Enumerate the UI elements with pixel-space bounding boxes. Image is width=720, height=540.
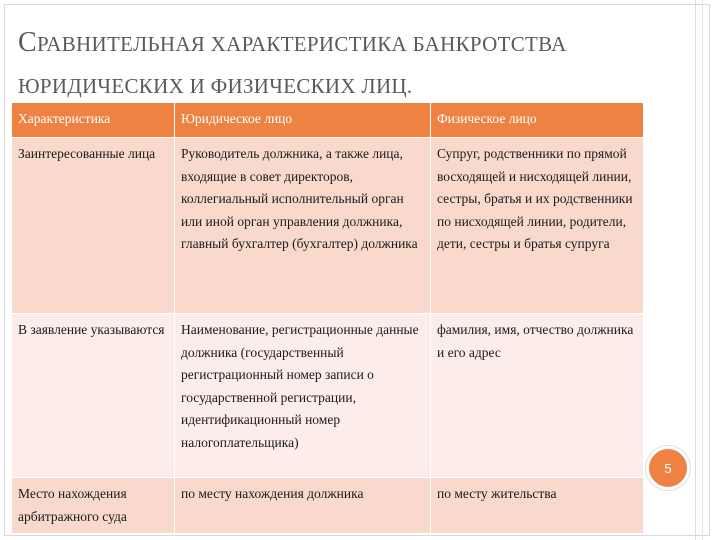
table-cell: В заявление указываются [12, 314, 175, 478]
slide-side-border [695, 0, 718, 540]
page-number-badge: 5 [646, 446, 690, 490]
table-cell: фамилия, имя, отчество должника и его адрес [431, 314, 644, 478]
header-legal-entity: Юридическое лицо [175, 103, 431, 138]
table-row [12, 478, 644, 534]
table-cell: по месту жительства [431, 478, 644, 534]
table-row [12, 138, 644, 314]
table-cell: по месту нахождения должника [175, 478, 431, 534]
comparison-table [11, 102, 644, 534]
table-header-row [12, 103, 644, 138]
table-cell: Место нахождения арбитражного суда [12, 478, 175, 534]
header-characteristic: Характеристика [12, 103, 175, 138]
header-individual: Физическое лицо [431, 103, 644, 138]
slide-title-line-2: ЮРИДИЧЕСКИХ И ФИЗИЧЕСКИХ ЛИЦ. [18, 74, 413, 98]
table-cell: Руководитель должника, а также лица, входящие в совет директоров, коллегиальный исполнительный орган или иной орган управления должника, главный бухгалтер (бухгалтер) должника [175, 138, 431, 314]
slide-title-line-1: СРАВНИТЕЛЬНАЯ ХАРАКТЕРИСТИКА БАНКРОТСТВА [18, 27, 567, 58]
table-cell: Супруг, родственники по прямой восходящей и нисходящей линии, сестры, братья и их родственники по нисходящей линии, родители, дети, сестры и братья супруга [431, 138, 644, 314]
table-cell: Заинтересованные лица [12, 138, 175, 314]
table-cell: Наименование, регистрационные данные должника (государственный регистрационный номер записи о государственной регистрации, идентификационный номер налогоплательщика) [175, 314, 431, 478]
table-row [12, 314, 644, 478]
slide-title [18, 22, 688, 107]
